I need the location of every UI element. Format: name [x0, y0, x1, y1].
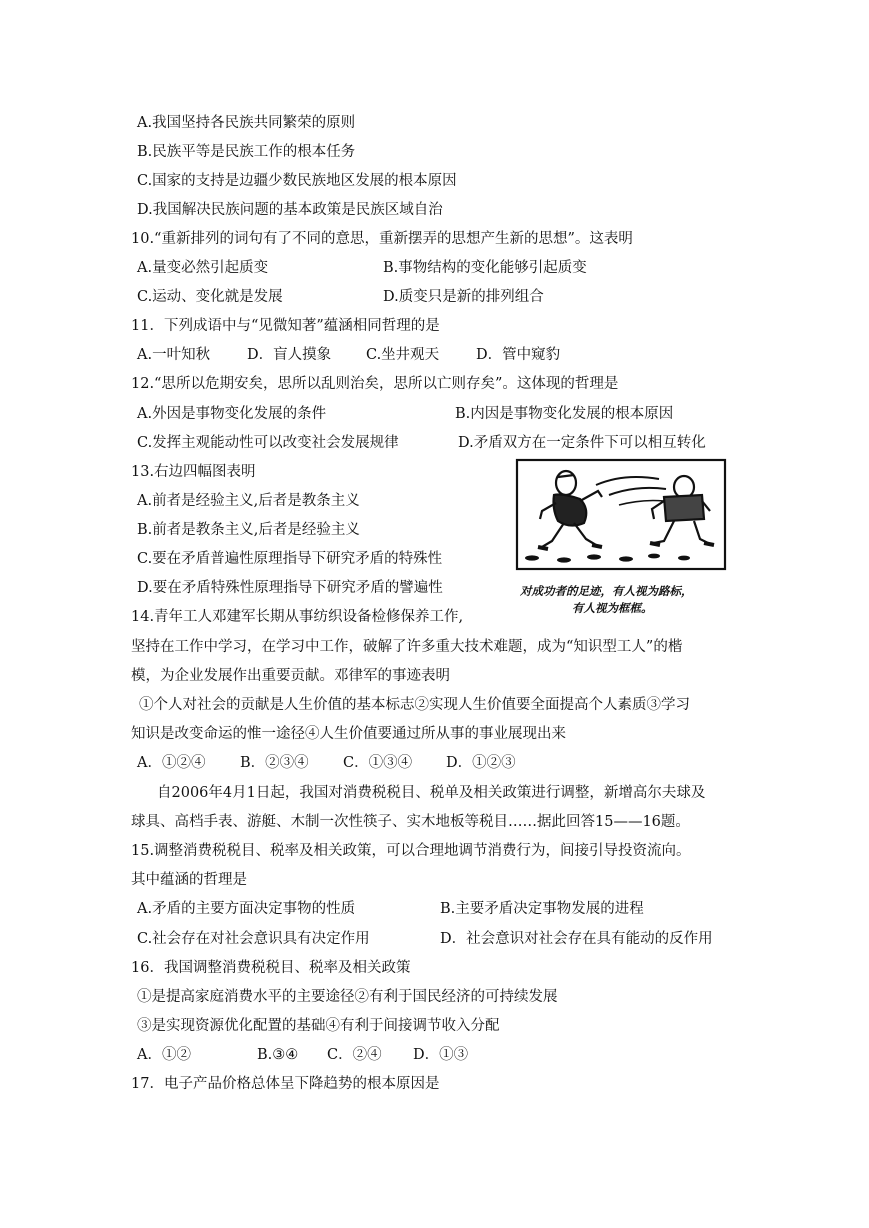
q15-option-c: C.社会存在对社会意识具有决定作用 [137, 931, 370, 947]
q15-stem-line2: 其中蕴涵的哲理是 [131, 872, 247, 888]
q13-option-b: B.前者是教条主义,后者是经验主义 [137, 522, 360, 538]
q10-option-d: D.质变只是新的排列组合 [383, 289, 544, 305]
q12-option-b: B.内因是事物变化发展的根本原因 [455, 406, 674, 422]
q14-option-a: A．①②④ [137, 755, 206, 771]
q17-stem: 17．电子产品价格总体呈下降趋势的根本原因是 [131, 1076, 440, 1092]
q13-stem: 13.右边四幅图表明 [131, 464, 256, 480]
q13-option-a: A.前者是经验主义,后者是教条主义 [137, 493, 360, 509]
material-line2: 球具、高档手表、游艇、木制一次性筷子、实木地板等税目……据此回答15——16题。 [131, 814, 690, 830]
q9-option-a: A.我国坚持各民族共同繁荣的原则 [137, 115, 356, 131]
q15-option-b: B.主要矛盾决定事物发展的进程 [440, 901, 644, 917]
q10-stem: 10.“重新排列的词句有了不同的意思，重新摆弄的思想产生新的思想”。这表明 [131, 231, 633, 247]
q12-option-c: C.发挥主观能动性可以改变社会发展规律 [137, 435, 399, 451]
q14-option-c: C．①③④ [343, 755, 413, 771]
q14-option-d: D．①②③ [446, 755, 516, 771]
cartoon-caption-line1: 对成功者的足迹，有人视为路标， [520, 584, 693, 598]
q13-option-d: D.要在矛盾特殊性原理指导下研究矛盾的譬遍性 [137, 580, 443, 596]
material-line1: 自2006年4月1日起，我国对消费税税目、税单及相关政策进行调整，新增高尔夫球及 [157, 785, 706, 801]
cartoon-caption-line2: 有人视为框框。 [572, 601, 653, 615]
q10-option-c: C.运动、变化就是发展 [137, 289, 283, 305]
q14-option-b: B．②③④ [240, 755, 309, 771]
q11-option-d: D．管中窥豹 [476, 347, 561, 363]
q16-option-c: C．②④ [327, 1047, 382, 1063]
q16-option-a: A．①② [137, 1047, 191, 1063]
q16-option-b: B.③④ [257, 1047, 299, 1063]
q16-statements-line2: ③是实现资源优化配置的基础④有利于间接调节收入分配 [137, 1018, 500, 1034]
q10-option-a: A.量变必然引起质变 [137, 260, 269, 276]
q16-option-d: D．①③ [413, 1047, 469, 1063]
q15-option-a: A.矛盾的主要方面决定事物的性质 [137, 901, 356, 917]
q14-stem-line3: 模，为企业发展作出重要贡献。邓律军的事迹表明 [131, 668, 450, 684]
q14-statements-line1: ①个人对社会的贡献是人生价值的基本标志②实现人生价值要全面提高个人素质③学习 [139, 697, 690, 713]
q9-option-c: C.国家的支持是边疆少数民族地区发展的根本原因 [137, 173, 457, 189]
q11-stem: 11．下列成语中与“见微知著”蕴涵相同哲理的是 [131, 318, 440, 334]
q14-stem-line1: 14.青年工人邓建军长期从事纺织设备检修保养工作, [131, 609, 464, 625]
q12-stem: 12.“思所以危期安矣，思所以乱则治矣，思所以亡则存矣”。这体现的哲理是 [131, 376, 619, 392]
q14-stem-line2: 坚持在工作中学习，在学习中工作，破解了许多重大技术难题，成为“知识型工人”的楷 [131, 639, 683, 655]
q16-stem: 16．我国调整消费税税目、税率及相关政策 [131, 960, 411, 976]
q16-statements-line1: ①是提高家庭消费水平的主要途径②有利于国民经济的可持续发展 [137, 989, 558, 1005]
q11-option-b: D．盲人摸象 [247, 347, 332, 363]
q14-statements-line2: 知识是改变命运的惟一途径④人生价值要通过所从事的事业展现出来 [131, 726, 566, 742]
q11-option-c: C.坐井观天 [366, 347, 440, 363]
q9-option-b: B.民族平等是民族工作的根本任务 [137, 144, 356, 160]
q15-stem-line1: 15.调整消费税税目、税率及相关政策，可以合理地调节消费行为，间接引导投资流向。 [131, 843, 691, 859]
q11-option-a: A.一叶知秋 [137, 347, 211, 363]
q9-option-d: D.我国解决民族问题的基本政策是民族区域自治 [137, 202, 443, 218]
q15-option-d: D．社会意识对社会存在具有能动的反作用 [440, 931, 713, 947]
q13-option-c: C.要在矛盾普遍性原理指导下研究矛盾的特殊性 [137, 551, 443, 567]
q12-option-a: A.外因是事物变化发展的条件 [137, 406, 327, 422]
cartoon-illustration [514, 457, 728, 621]
q12-option-d: D.矛盾双方在一定条件下可以相互转化 [458, 435, 706, 451]
q10-option-b: B.事物结构的变化能够引起质变 [383, 260, 587, 276]
